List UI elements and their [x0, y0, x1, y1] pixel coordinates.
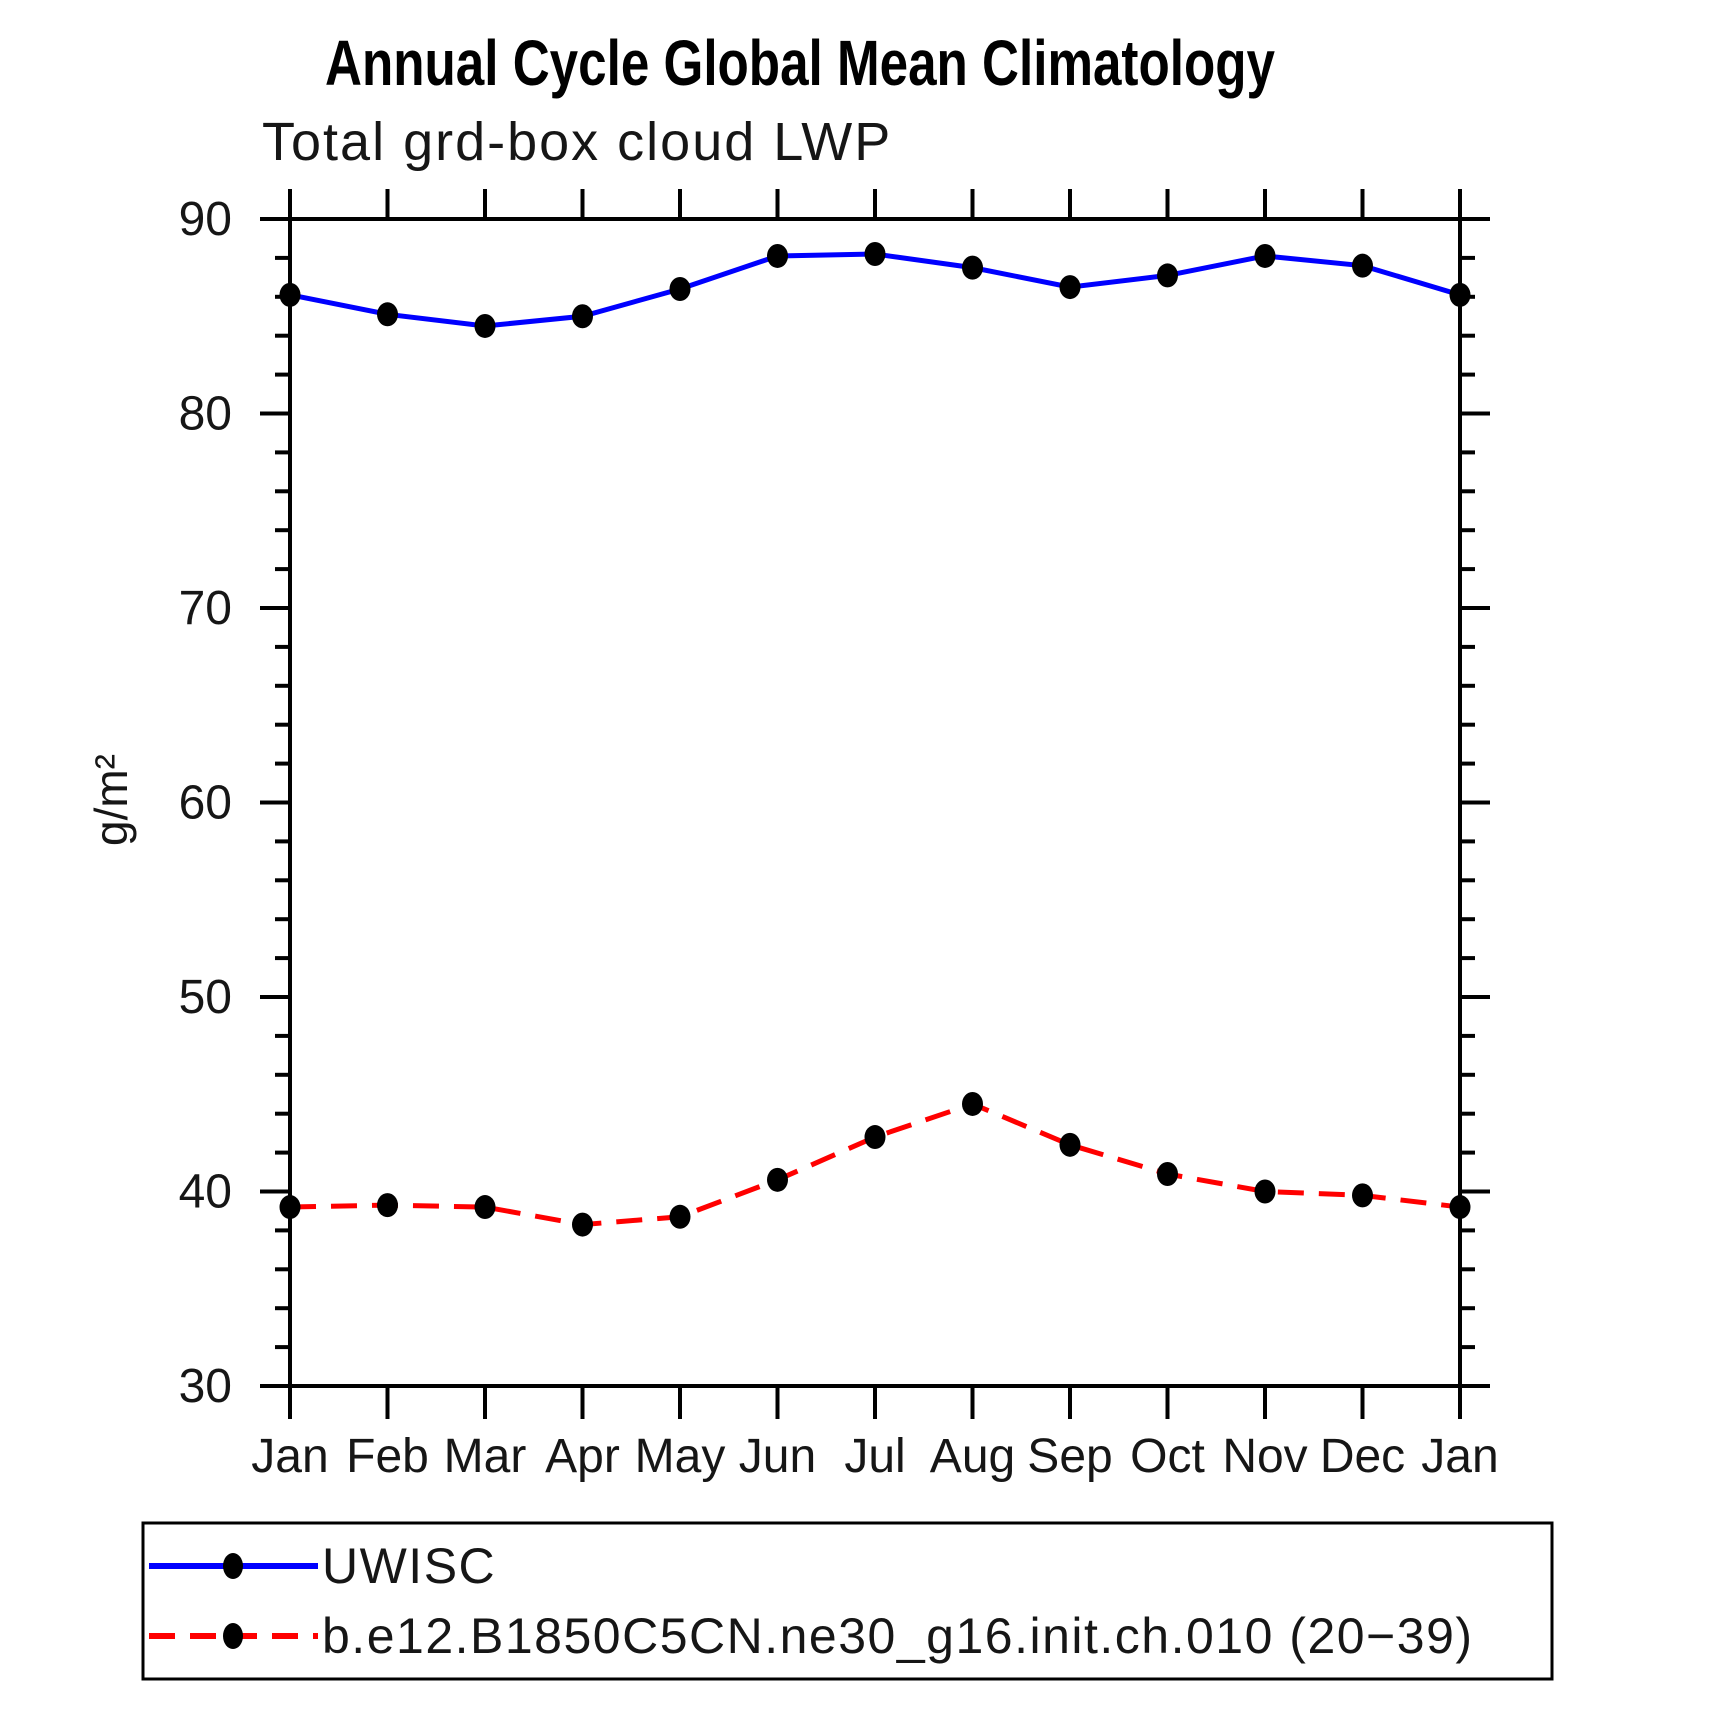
- x-tick-label: Jan: [251, 1430, 329, 1483]
- legend: [143, 1523, 1552, 1679]
- series-line: [290, 1104, 1460, 1225]
- plot-frame: [290, 219, 1460, 1386]
- data-point: [1255, 244, 1276, 268]
- y-tick-label: 80: [178, 387, 232, 441]
- plot-axes: [260, 189, 1490, 1419]
- data-point: [1060, 1133, 1081, 1157]
- data-point: [572, 304, 593, 328]
- data-point: [280, 283, 301, 307]
- y-tick-label: 40: [178, 1165, 232, 1219]
- data-point: [670, 277, 691, 301]
- y-axis-label: g/m²: [85, 754, 137, 846]
- y-tick-label: 30: [178, 1360, 232, 1413]
- x-tick-label: Jul: [844, 1430, 906, 1483]
- x-tick-label: Dec: [1319, 1430, 1406, 1483]
- legend-label: b.e12.B1850C5CN.ne30_g16.init.ch.010 (20−39): [322, 1608, 1474, 1664]
- data-point: [767, 244, 788, 268]
- chart-subtitle: Total grd-box cloud LWP: [262, 112, 893, 172]
- x-tick-label: Apr: [545, 1430, 620, 1483]
- x-tick-label: Mar: [443, 1430, 527, 1483]
- data-point: [280, 1195, 301, 1219]
- y-tick-label: 70: [178, 582, 232, 635]
- data-point: [1157, 263, 1178, 287]
- legend-label: UWISC: [322, 1538, 497, 1594]
- x-tick-label: Aug: [929, 1430, 1016, 1483]
- y-tick-label: 50: [178, 971, 232, 1024]
- data-point: [767, 1168, 788, 1192]
- y-tick-labels: [179, 193, 232, 1413]
- x-tick-label: Sep: [1027, 1430, 1113, 1483]
- data-point: [1450, 283, 1471, 307]
- x-tick-label: Jan: [1421, 1430, 1499, 1483]
- data-point: [865, 1125, 886, 1149]
- legend-marker: [223, 1623, 243, 1649]
- data-point: [962, 256, 983, 280]
- x-tick-label: Feb: [346, 1430, 429, 1483]
- chart-title: Annual Cycle Global Mean Climatology: [325, 28, 1275, 100]
- data-point: [865, 242, 886, 266]
- data-point: [1255, 1180, 1276, 1204]
- data-point: [1060, 275, 1081, 299]
- data-point: [475, 1195, 496, 1219]
- x-tick-label: Jun: [738, 1430, 817, 1483]
- y-tick-label: 60: [178, 776, 232, 830]
- x-tick-label: Oct: [1130, 1430, 1205, 1483]
- data-point: [962, 1092, 983, 1116]
- x-tick-label: May: [634, 1430, 726, 1483]
- data-point: [572, 1213, 593, 1237]
- x-tick-label: Nov: [1222, 1430, 1308, 1483]
- y-tick-label: 90: [178, 193, 232, 246]
- data-series: [280, 242, 1471, 1237]
- data-point: [377, 1193, 398, 1217]
- data-point: [1157, 1162, 1178, 1186]
- legend-marker: [223, 1553, 243, 1579]
- data-point: [475, 314, 496, 338]
- data-point: [1352, 1183, 1373, 1207]
- x-tick-labels: [251, 1430, 1498, 1483]
- data-point: [670, 1205, 691, 1229]
- data-point: [1450, 1195, 1471, 1219]
- data-point: [377, 302, 398, 326]
- data-point: [1352, 254, 1373, 278]
